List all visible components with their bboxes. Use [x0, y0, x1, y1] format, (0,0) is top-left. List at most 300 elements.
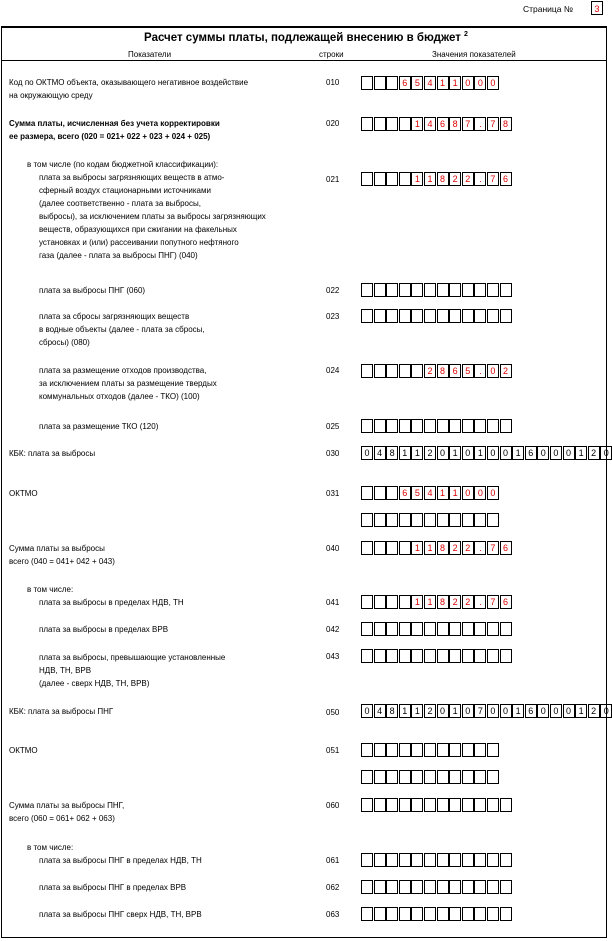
char-cell[interactable]	[474, 309, 486, 323]
char-cell[interactable]	[374, 419, 386, 433]
char-cell[interactable]: 0	[437, 446, 449, 460]
char-cell[interactable]: 1	[411, 595, 423, 609]
char-cell[interactable]: 2	[449, 541, 461, 555]
char-cell[interactable]: 2	[462, 541, 474, 555]
char-cell[interactable]	[386, 309, 398, 323]
char-cell[interactable]	[437, 907, 449, 921]
char-cell[interactable]	[500, 880, 512, 894]
char-cell[interactable]	[437, 880, 449, 894]
char-cell[interactable]	[386, 172, 398, 186]
char-cell[interactable]	[399, 309, 411, 323]
char-cell[interactable]	[437, 770, 449, 784]
char-cell[interactable]	[437, 853, 449, 867]
char-cell[interactable]	[374, 743, 386, 757]
label-line: плата за выбросы ПНГ в пределах НДВ, ТН	[39, 856, 202, 865]
char-cell[interactable]	[424, 649, 436, 663]
char-cell[interactable]: 0	[437, 704, 449, 718]
char-cell[interactable]	[424, 907, 436, 921]
char-cell[interactable]	[361, 486, 373, 500]
char-cell[interactable]	[449, 853, 461, 867]
char-cell[interactable]	[424, 798, 436, 812]
char-cell[interactable]: 2	[500, 364, 512, 378]
char-cell[interactable]	[386, 798, 398, 812]
char-cell[interactable]	[500, 853, 512, 867]
char-cell[interactable]	[424, 283, 436, 297]
char-cell[interactable]	[462, 283, 474, 297]
char-cell[interactable]: 8	[449, 117, 461, 131]
char-cell[interactable]	[399, 172, 411, 186]
char-cell[interactable]: 0	[500, 704, 512, 718]
char-cell[interactable]	[449, 743, 461, 757]
label-line: плата за выбросы ПНГ сверх НДВ, ТН, ВРВ	[39, 910, 202, 919]
char-cell[interactable]	[399, 595, 411, 609]
char-cell[interactable]: 1	[411, 117, 423, 131]
char-cell[interactable]	[361, 853, 373, 867]
char-cell[interactable]: 0	[361, 446, 373, 460]
char-cell[interactable]	[462, 309, 474, 323]
char-cell[interactable]: 8	[437, 595, 449, 609]
char-cell[interactable]	[474, 513, 486, 527]
row-060-cells	[361, 798, 512, 812]
char-cell[interactable]	[399, 622, 411, 636]
char-cell[interactable]	[411, 649, 423, 663]
char-cell[interactable]	[487, 907, 499, 921]
char-cell[interactable]	[361, 541, 373, 555]
char-cell[interactable]	[411, 364, 423, 378]
char-cell[interactable]: 0	[537, 446, 549, 460]
char-cell[interactable]: 1	[411, 446, 423, 460]
char-cell[interactable]	[437, 649, 449, 663]
char-cell[interactable]	[374, 798, 386, 812]
char-cell[interactable]	[386, 283, 398, 297]
char-cell[interactable]	[386, 595, 398, 609]
char-cell[interactable]: 0	[487, 364, 499, 378]
char-cell[interactable]	[399, 364, 411, 378]
char-cell[interactable]: 7	[462, 117, 474, 131]
char-cell[interactable]: 1	[424, 172, 436, 186]
char-cell[interactable]: 0	[462, 446, 474, 460]
char-cell[interactable]	[399, 880, 411, 894]
char-cell[interactable]: 1	[449, 704, 461, 718]
char-cell[interactable]	[399, 541, 411, 555]
char-cell[interactable]: 6	[437, 117, 449, 131]
label-line: плата за выбросы загрязняющих веществ в атмо-	[39, 173, 225, 182]
char-cell[interactable]: .	[474, 117, 486, 131]
char-cell[interactable]	[399, 798, 411, 812]
char-cell[interactable]: 7	[487, 541, 499, 555]
char-cell[interactable]: 1	[411, 541, 423, 555]
char-cell[interactable]	[374, 853, 386, 867]
char-cell[interactable]	[474, 419, 486, 433]
char-cell[interactable]: 4	[424, 76, 436, 90]
char-cell[interactable]	[411, 622, 423, 636]
char-cell[interactable]: 1	[437, 486, 449, 500]
char-cell[interactable]: 0	[563, 446, 575, 460]
char-cell[interactable]: 0	[600, 704, 612, 718]
char-cell[interactable]	[411, 880, 423, 894]
char-cell[interactable]	[374, 486, 386, 500]
char-cell[interactable]: 0	[487, 486, 499, 500]
char-cell[interactable]	[487, 853, 499, 867]
char-cell[interactable]	[474, 622, 486, 636]
row-041-intro	[27, 583, 73, 596]
char-cell[interactable]	[462, 798, 474, 812]
char-cell[interactable]	[399, 117, 411, 131]
char-cell[interactable]: 1	[437, 76, 449, 90]
char-cell[interactable]	[449, 309, 461, 323]
row-042-cells	[361, 622, 512, 636]
char-cell[interactable]	[462, 743, 474, 757]
char-cell[interactable]	[411, 309, 423, 323]
char-cell[interactable]	[361, 743, 373, 757]
char-cell[interactable]	[474, 743, 486, 757]
char-cell[interactable]: 2	[462, 595, 474, 609]
char-cell[interactable]: 4	[424, 117, 436, 131]
char-cell[interactable]: 0	[550, 704, 562, 718]
char-cell[interactable]	[374, 172, 386, 186]
row-043-cells	[361, 649, 512, 663]
char-cell[interactable]	[361, 172, 373, 186]
char-cell[interactable]	[474, 798, 486, 812]
char-cell[interactable]	[361, 76, 373, 90]
char-cell[interactable]: 2	[449, 595, 461, 609]
label-line: ее размера, всего (020 = 021+ 022 + 023 + 024 + 025)	[9, 132, 211, 141]
char-cell[interactable]: 1	[449, 486, 461, 500]
char-cell[interactable]	[424, 309, 436, 323]
char-cell[interactable]: 8	[386, 446, 398, 460]
char-cell[interactable]	[487, 798, 499, 812]
char-cell[interactable]	[437, 309, 449, 323]
char-cell[interactable]: 6	[525, 704, 537, 718]
char-cell[interactable]	[386, 513, 398, 527]
char-cell[interactable]: 2	[424, 446, 436, 460]
char-cell[interactable]	[399, 743, 411, 757]
char-cell[interactable]	[462, 513, 474, 527]
char-cell[interactable]	[487, 419, 499, 433]
char-cell[interactable]: 1	[399, 704, 411, 718]
char-cell[interactable]: 6	[399, 486, 411, 500]
char-cell[interactable]	[361, 595, 373, 609]
char-cell[interactable]	[449, 622, 461, 636]
char-cell[interactable]	[474, 283, 486, 297]
char-cell[interactable]: 1	[474, 446, 486, 460]
char-cell[interactable]	[424, 853, 436, 867]
char-cell[interactable]	[361, 880, 373, 894]
char-cell[interactable]	[374, 76, 386, 90]
char-cell[interactable]	[386, 541, 398, 555]
char-cell[interactable]	[411, 283, 423, 297]
char-cell[interactable]: 1	[449, 76, 461, 90]
char-cell[interactable]: 6	[525, 446, 537, 460]
row-061-label	[39, 854, 202, 867]
char-cell[interactable]: 0	[500, 446, 512, 460]
char-cell[interactable]	[386, 880, 398, 894]
char-cell[interactable]	[437, 513, 449, 527]
char-cell[interactable]: 0	[462, 76, 474, 90]
char-cell[interactable]	[487, 513, 499, 527]
char-cell[interactable]	[487, 283, 499, 297]
char-cell[interactable]	[399, 770, 411, 784]
char-cell[interactable]	[437, 743, 449, 757]
char-cell[interactable]: 1	[575, 446, 587, 460]
char-cell[interactable]	[374, 649, 386, 663]
char-cell[interactable]	[399, 649, 411, 663]
char-cell[interactable]: 0	[474, 76, 486, 90]
label-line: сбросы) (080)	[39, 338, 90, 347]
char-cell[interactable]	[374, 880, 386, 894]
title-footnote: 2	[464, 31, 468, 38]
char-cell[interactable]: 6	[500, 172, 512, 186]
char-cell[interactable]	[500, 622, 512, 636]
char-cell[interactable]	[487, 649, 499, 663]
form-title	[0, 31, 612, 44]
char-cell[interactable]	[386, 117, 398, 131]
char-cell[interactable]: .	[474, 595, 486, 609]
char-cell[interactable]: 0	[487, 76, 499, 90]
char-cell[interactable]: 0	[361, 704, 373, 718]
row-021-cells	[361, 172, 512, 186]
char-cell[interactable]: 1	[512, 446, 524, 460]
char-cell[interactable]	[399, 283, 411, 297]
char-cell[interactable]: 0	[487, 704, 499, 718]
char-cell[interactable]	[437, 419, 449, 433]
char-cell[interactable]: 2	[588, 704, 600, 718]
char-cell[interactable]	[374, 541, 386, 555]
label-line: в том числе:	[27, 843, 74, 852]
char-cell[interactable]	[374, 513, 386, 527]
row-062-cells	[361, 880, 512, 894]
char-cell[interactable]	[449, 283, 461, 297]
char-cell[interactable]	[386, 907, 398, 921]
char-cell[interactable]: 7	[487, 117, 499, 131]
char-cell[interactable]: 6	[399, 76, 411, 90]
char-cell[interactable]	[500, 907, 512, 921]
char-cell[interactable]: 0	[537, 704, 549, 718]
label-line: всего (060 = 061+ 062 + 063)	[9, 814, 115, 823]
char-cell[interactable]	[374, 364, 386, 378]
char-cell[interactable]	[424, 743, 436, 757]
char-cell[interactable]	[449, 513, 461, 527]
char-cell[interactable]	[487, 309, 499, 323]
char-cell[interactable]: 8	[437, 541, 449, 555]
row-051-code: 051	[326, 746, 340, 755]
char-cell[interactable]	[474, 770, 486, 784]
char-cell[interactable]	[500, 283, 512, 297]
char-cell[interactable]	[424, 880, 436, 894]
char-cell[interactable]	[386, 486, 398, 500]
row-022-code: 022	[326, 286, 340, 295]
char-cell[interactable]	[374, 309, 386, 323]
char-cell[interactable]	[462, 770, 474, 784]
char-cell[interactable]: 4	[374, 446, 386, 460]
label-line: веществ, образующихся при сжигании на факельных	[39, 225, 237, 234]
char-cell[interactable]	[399, 907, 411, 921]
char-cell[interactable]	[474, 853, 486, 867]
char-cell[interactable]	[386, 743, 398, 757]
char-cell[interactable]	[374, 622, 386, 636]
label-line: ОКТМО	[9, 489, 38, 498]
char-cell[interactable]	[374, 595, 386, 609]
char-cell[interactable]	[361, 622, 373, 636]
char-cell[interactable]	[500, 798, 512, 812]
char-cell[interactable]	[424, 419, 436, 433]
char-cell[interactable]	[449, 798, 461, 812]
row-020-label	[9, 117, 220, 143]
char-cell[interactable]: 1	[399, 446, 411, 460]
row-040-cells	[361, 541, 512, 555]
label-line: КБК: плата за выбросы ПНГ	[9, 707, 114, 716]
header-divider	[1, 60, 607, 61]
char-cell[interactable]: 1	[449, 446, 461, 460]
char-cell[interactable]: 0	[487, 446, 499, 460]
char-cell[interactable]: 1	[512, 704, 524, 718]
row-022-cells	[361, 283, 512, 297]
char-cell[interactable]: 7	[487, 595, 499, 609]
char-cell[interactable]: 2	[424, 364, 436, 378]
char-cell[interactable]: 2	[588, 446, 600, 460]
char-cell[interactable]	[411, 907, 423, 921]
char-cell[interactable]	[399, 419, 411, 433]
label-line: Сумма платы, исчисленная без учета корректировки	[9, 119, 220, 128]
char-cell[interactable]	[437, 283, 449, 297]
char-cell[interactable]	[361, 419, 373, 433]
char-cell[interactable]	[361, 364, 373, 378]
char-cell[interactable]: 1	[411, 704, 423, 718]
char-cell[interactable]	[500, 649, 512, 663]
char-cell[interactable]	[374, 117, 386, 131]
char-cell[interactable]: 8	[500, 117, 512, 131]
char-cell[interactable]	[449, 419, 461, 433]
top-divider	[1, 26, 607, 28]
char-cell[interactable]	[361, 513, 373, 527]
char-cell[interactable]	[386, 770, 398, 784]
char-cell[interactable]	[361, 907, 373, 921]
char-cell[interactable]: 0	[474, 486, 486, 500]
char-cell[interactable]	[487, 743, 499, 757]
row-043-label	[39, 651, 225, 690]
char-cell[interactable]	[449, 770, 461, 784]
char-cell[interactable]: .	[474, 364, 486, 378]
char-cell[interactable]	[386, 622, 398, 636]
char-cell[interactable]	[449, 649, 461, 663]
char-cell[interactable]	[386, 76, 398, 90]
char-cell[interactable]	[437, 798, 449, 812]
char-cell[interactable]: 4	[424, 486, 436, 500]
char-cell[interactable]	[361, 117, 373, 131]
char-cell[interactable]: 6	[449, 364, 461, 378]
char-cell[interactable]: 2	[424, 704, 436, 718]
char-cell[interactable]	[411, 419, 423, 433]
char-cell[interactable]	[462, 622, 474, 636]
row-040-label	[9, 542, 115, 568]
char-cell[interactable]	[462, 907, 474, 921]
char-cell[interactable]: 1	[411, 172, 423, 186]
char-cell[interactable]	[462, 649, 474, 663]
char-cell[interactable]	[500, 419, 512, 433]
char-cell[interactable]: 0	[550, 446, 562, 460]
char-cell[interactable]: 0	[462, 486, 474, 500]
char-cell[interactable]: 1	[575, 704, 587, 718]
char-cell[interactable]	[374, 907, 386, 921]
row-043-code: 043	[326, 652, 340, 661]
char-cell[interactable]: 4	[374, 704, 386, 718]
char-cell[interactable]	[462, 880, 474, 894]
char-cell[interactable]	[411, 853, 423, 867]
char-cell[interactable]	[449, 880, 461, 894]
char-cell[interactable]: 7	[487, 172, 499, 186]
char-cell[interactable]	[386, 419, 398, 433]
char-cell[interactable]	[361, 770, 373, 784]
char-cell[interactable]	[361, 649, 373, 663]
char-cell[interactable]	[386, 853, 398, 867]
char-cell[interactable]	[500, 309, 512, 323]
char-cell[interactable]: 6	[500, 595, 512, 609]
char-cell[interactable]	[361, 283, 373, 297]
header-line-code: строки	[319, 50, 344, 59]
char-cell[interactable]: 8	[437, 172, 449, 186]
label-line: (далее - сверх НДВ, ТН, ВРВ)	[39, 679, 150, 688]
char-cell[interactable]	[411, 770, 423, 784]
char-cell[interactable]	[474, 907, 486, 921]
char-cell[interactable]	[399, 853, 411, 867]
char-cell[interactable]	[386, 649, 398, 663]
char-cell[interactable]: 1	[424, 595, 436, 609]
char-cell[interactable]	[424, 513, 436, 527]
char-cell[interactable]	[474, 649, 486, 663]
char-cell[interactable]	[411, 743, 423, 757]
char-cell[interactable]: .	[474, 172, 486, 186]
char-cell[interactable]: 0	[462, 704, 474, 718]
row-023-code: 023	[326, 312, 340, 321]
char-cell[interactable]	[462, 419, 474, 433]
page-number-field[interactable]: 3	[591, 1, 603, 15]
char-cell[interactable]: 2	[462, 172, 474, 186]
char-cell[interactable]: .	[474, 541, 486, 555]
char-cell[interactable]	[487, 880, 499, 894]
char-cell[interactable]	[424, 622, 436, 636]
char-cell[interactable]: 5	[411, 486, 423, 500]
char-cell[interactable]: 8	[386, 704, 398, 718]
char-cell[interactable]: 6	[500, 541, 512, 555]
label-line: всего (040 = 041+ 042 + 043)	[9, 557, 115, 566]
row-050-code: 050	[326, 708, 340, 717]
char-cell[interactable]	[487, 622, 499, 636]
char-cell[interactable]	[411, 513, 423, 527]
char-cell[interactable]	[462, 853, 474, 867]
char-cell[interactable]	[361, 798, 373, 812]
char-cell[interactable]	[411, 798, 423, 812]
row-050-label	[9, 705, 113, 718]
char-cell[interactable]: 7	[474, 704, 486, 718]
char-cell[interactable]: 0	[600, 446, 612, 460]
char-cell[interactable]	[374, 770, 386, 784]
char-cell[interactable]	[386, 364, 398, 378]
char-cell[interactable]	[487, 770, 499, 784]
char-cell[interactable]	[399, 513, 411, 527]
char-cell[interactable]	[437, 622, 449, 636]
char-cell[interactable]: 1	[424, 541, 436, 555]
char-cell[interactable]: 8	[437, 364, 449, 378]
char-cell[interactable]	[474, 880, 486, 894]
char-cell[interactable]	[361, 309, 373, 323]
char-cell[interactable]: 0	[563, 704, 575, 718]
char-cell[interactable]	[374, 283, 386, 297]
char-cell[interactable]: 2	[449, 172, 461, 186]
char-cell[interactable]	[449, 907, 461, 921]
char-cell[interactable]: 5	[462, 364, 474, 378]
char-cell[interactable]: 5	[411, 76, 423, 90]
char-cell[interactable]	[424, 770, 436, 784]
